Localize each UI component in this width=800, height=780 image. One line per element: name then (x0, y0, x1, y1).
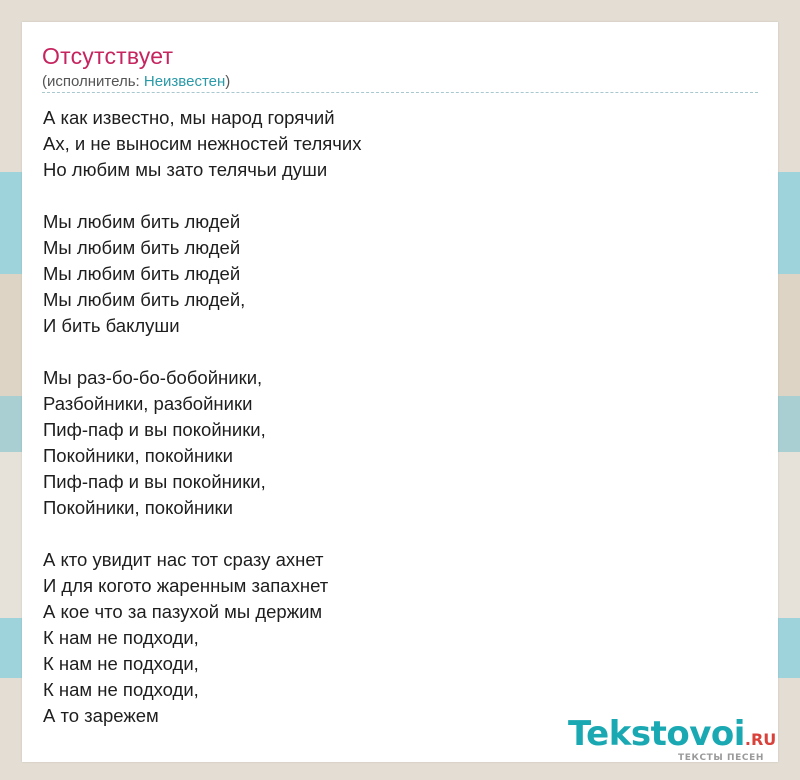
lyrics-line: И бить баклуши (43, 315, 180, 336)
lyrics-stanza (43, 209, 362, 339)
artist-link[interactable]: Неизвестен (143, 73, 226, 90)
lyrics-line: А как известно, мы народ горячий (43, 107, 335, 128)
site-logo[interactable] (568, 714, 778, 762)
lyrics-line: А то зарежем (43, 705, 159, 726)
lyrics-body (43, 105, 362, 729)
lyrics-line: Покойники, покойники (43, 445, 233, 466)
header-divider (42, 92, 758, 93)
lyrics-line: Пиф-паф и вы покойники, (43, 419, 266, 440)
lyrics-line: А кто увидит нас тот сразу ахнет (43, 549, 324, 570)
logo-tagline: ТЕКСТЫ ПЕСЕН (678, 753, 765, 763)
lyrics-line: Ах, и не выносим нежностей телячих (43, 133, 362, 154)
lyrics-line: К нам не подходи, (43, 653, 199, 674)
lyrics-line: Покойники, покойники (43, 497, 233, 518)
lyrics-line: Мы любим бить людей, (43, 289, 246, 310)
lyrics-line: И для когото жаренным запахнет (43, 575, 329, 596)
artist-prefix: (исполнитель: (42, 73, 144, 90)
lyrics-line: Мы любим бить людей (43, 237, 241, 258)
lyrics-line: Мы любим бить людей (43, 211, 241, 232)
lyrics-line: Мы раз-бо-бо-бобойники, (43, 367, 263, 388)
lyrics-line: Разбойники, разбойники (43, 393, 253, 414)
lyrics-card (22, 22, 778, 762)
lyrics-line: Но любим мы зато телячьи души (43, 159, 328, 180)
lyrics-line: К нам не подходи, (43, 627, 199, 648)
artist-suffix: ) (225, 73, 231, 90)
lyrics-stanza (43, 105, 362, 183)
lyrics-line: К нам не подходи, (43, 679, 199, 700)
artist-line (42, 73, 230, 90)
lyrics-stanza (43, 547, 362, 729)
logo-wordmark (568, 714, 776, 754)
lyrics-line: А кое что за пазухой мы держим (43, 601, 323, 622)
logo-name: Tekstovoi (568, 714, 745, 754)
lyrics-stanza (43, 365, 362, 521)
song-title: Отсутствует (42, 43, 174, 69)
lyrics-line: Мы любим бить людей (43, 263, 241, 284)
logo-tld: .RU (744, 730, 777, 749)
lyrics-line: Пиф-паф и вы покойники, (43, 471, 266, 492)
